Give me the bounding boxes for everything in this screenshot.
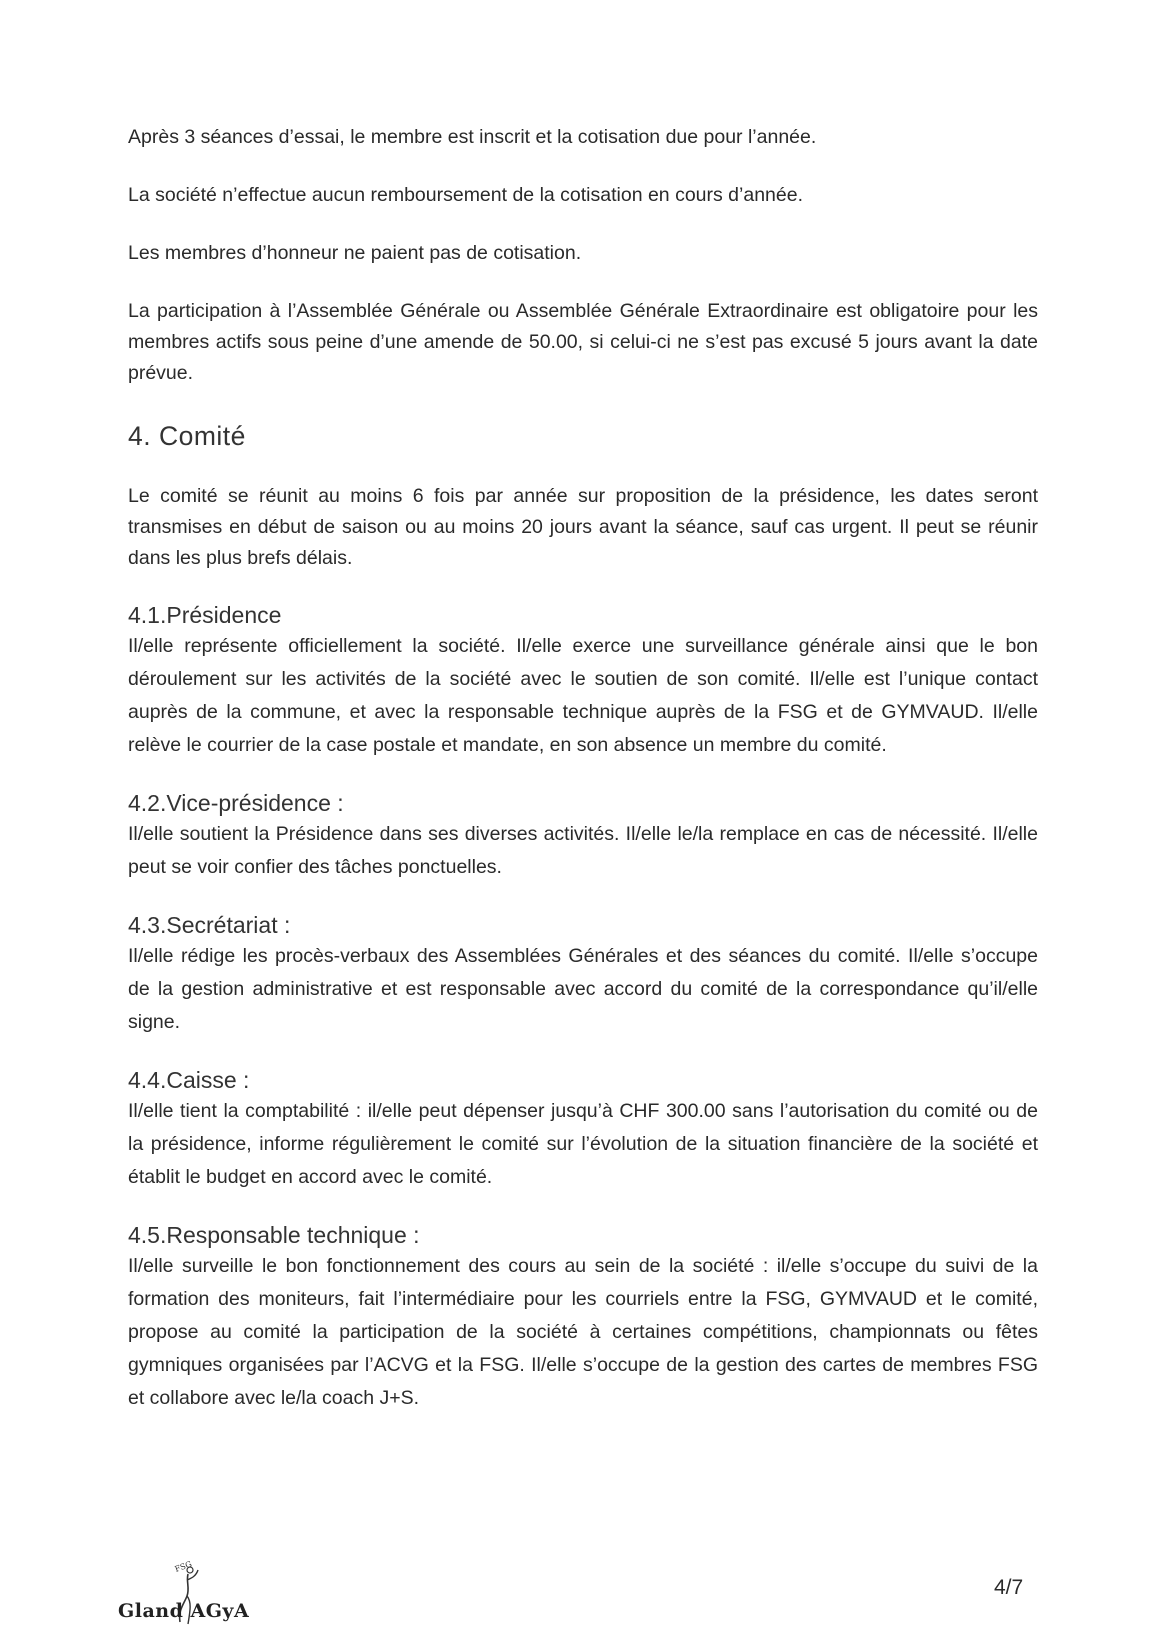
paragraph-general-assembly: La participation à l’Assemblée Générale ou Assemblée Générale Extraordinaire est obligatoire pour les membres actifs sous peine d’une amende de 50.00, si celui-ci ne s’est pas excusé 5 jours avant la date prévue. [128,300,1038,384]
paragraph-trial-sessions: Après 3 séances d’essai, le membre est inscrit et la cotisation due pour l’année. [128,126,817,148]
subsection-heading: 4.2.Vice-présidence : [128,790,344,816]
subsection-text: Il/elle soutient la Présidence dans ses diverses activités. Il/elle le/la remplace en cas de nécessité. Il/elle peut se voir confier des tâches ponctuelles. [128,823,1038,878]
subsection-heading: 4.1.Présidence [128,602,282,628]
page-content [128,122,1038,1415]
svg-text:FSG: FSG [173,1560,194,1574]
gland-agya-logo [118,1560,278,1630]
section-heading-comite: 4. Comité [128,421,246,451]
intro-paragraphs [128,122,1038,389]
section-comite-text: Le comité se réunit au moins 6 fois par année sur proposition de la présidence, les dates seront transmises en début de saison ou au moins 20 jours avant la séance, sauf cas urgent. Il peut se réunir dans les plus brefs délais. [128,485,1038,569]
subsection-heading: 4.3.Secrétariat : [128,912,291,938]
subsection-text: Il/elle tient la comptabilité : il/elle peut dépenser jusqu’à CHF 300.00 sans l’autorisation du comité ou de la présidence, informe régulièrement le comité sur l’évolution de la situation financière de la société et établit le budget en accord avec le comité. [128,1100,1038,1188]
subsection-heading: 4.5.Responsable technique : [128,1222,420,1248]
subsection-secretariat [128,910,1038,1039]
subsection-text: Il/elle représente officiellement la société. Il/elle exerce une surveillance générale ainsi que le bon déroulement sur les activités de la société avec le soutien de son comité. Il/elle est l’unique contact auprès de la commune, et avec la responsable technique auprès de la FSG et de GYMVAUD. Il/elle relève le courrier de la case postale et mandate, en son absence un membre du comité. [128,635,1038,756]
subsection-responsable-technique [128,1220,1038,1415]
subsection-caisse [128,1065,1038,1194]
page-number: 4/7 [994,1576,1024,1599]
subsection-text: Il/elle surveille le bon fonctionnement des cours au sein de la société : il/elle s’occupe du suivi de la formation des moniteurs, fait l’intermédiaire pour les courriels entre la FSG, GYMVAUD et le comité, propose au comité la participation de la société à certaines compétitions, championnats ou fêtes gymniques organisées par l’ACVG et la FSG. Il/elle s’occupe de la gestion des cartes de membres FSG et collabore avec le/la coach J+S. [128,1255,1038,1409]
subsection-vice-presidence [128,788,1038,884]
paragraph-honorary-members: Les membres d’honneur ne paient pas de cotisation. [128,242,582,264]
subsection-heading: 4.4.Caisse : [128,1067,250,1093]
subsection-presidence [128,600,1038,762]
paragraph-no-refund: La société n’effectue aucun remboursement de la cotisation en cours d’année. [128,184,803,206]
subsection-text: Il/elle rédige les procès-verbaux des Assemblées Générales et des séances du comité. Il/elle s’occupe de la gestion administrative et est responsable avec accord du comité de la correspondance qu’il/elle signe. [128,945,1038,1033]
logo-text: Gland AGyA [118,1600,250,1622]
